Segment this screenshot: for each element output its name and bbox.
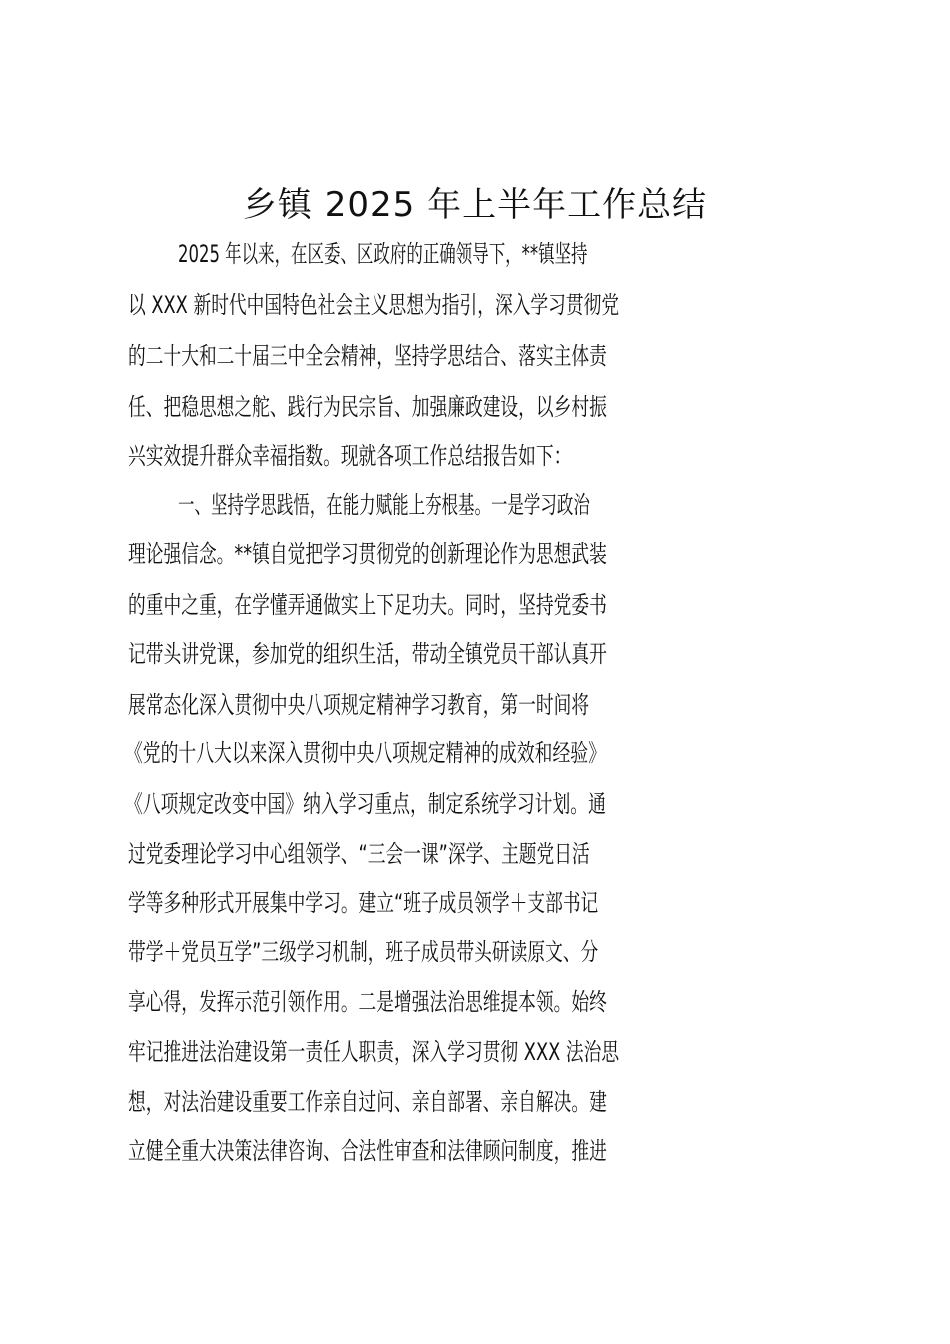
paragraph-line: 《八项规定改变中国》纳入学习重点，制定系统学习计划。通 (125, 790, 606, 818)
paragraph-line: 的重中之重，在学懂弄通做实上下足功夫。同时，坚持党委书 (128, 591, 607, 619)
paragraph-line: 过党委理论学习中心组领学、“三会一课”深学、主题党日活 (128, 840, 590, 868)
paragraph-line: 2025 年以来，在区委、区政府的正确领导下，**镇坚持 (178, 240, 588, 268)
paragraph-line: 带学＋党员互学”三级学习机制，班子成员带头研读原文、分 (128, 938, 599, 966)
paragraph-line: 的二十大和二十届三中全会精神，坚持学思结合、落实主体责 (128, 342, 607, 370)
paragraph-line: 兴实效提升群众幸福指数。现就各项工作总结报告如下： (128, 442, 572, 470)
paragraph-line: 一、坚持学思践悟，在能力赋能上夯根基。一是学习政治 (178, 491, 590, 519)
paragraph-line: 任、把稳思想之舵、践行为民宗旨、加强廉政建设，以乡村振 (128, 393, 607, 421)
paragraph-line: 享心得，发挥示范引领作用。二是增强法治思维提本领。始终 (128, 988, 607, 1016)
paragraph-line: 理论强信念。**镇自觉把学习贯彻党的创新理论作为思想武装 (128, 540, 607, 568)
paragraph-line: 以 XXX 新时代中国特色社会主义思想为指引，深入学习贯彻党 (128, 291, 620, 319)
paragraph-line: 学等多种形式开展集中学习。建立“班子成员领学＋支部书记 (128, 889, 599, 917)
paragraph-line: 记带头讲党课，参加党的组织生活，带动全镇党员干部认真开 (128, 640, 607, 668)
paragraph-line: 想，对法治建设重要工作亲自过问、亲自部署、亲自解决。建 (128, 1088, 607, 1116)
paragraph-line: 立健全重大决策法律咨询、合法性审查和法律顾问制度，推进 (128, 1137, 607, 1165)
document-title: 乡镇 2025 年上半年工作总结 (242, 185, 708, 225)
paragraph-line: 展常态化深入贯彻中央八项规定精神学习教育，第一时间将 (128, 691, 590, 719)
paragraph-line: 牢记推进法治建设第一责任人职责，深入学习贯彻 XXX 法治思 (128, 1038, 620, 1066)
paragraph-line: 《党的十八大以来深入贯彻中央八项规定精神的成效和经验》 (125, 739, 606, 767)
